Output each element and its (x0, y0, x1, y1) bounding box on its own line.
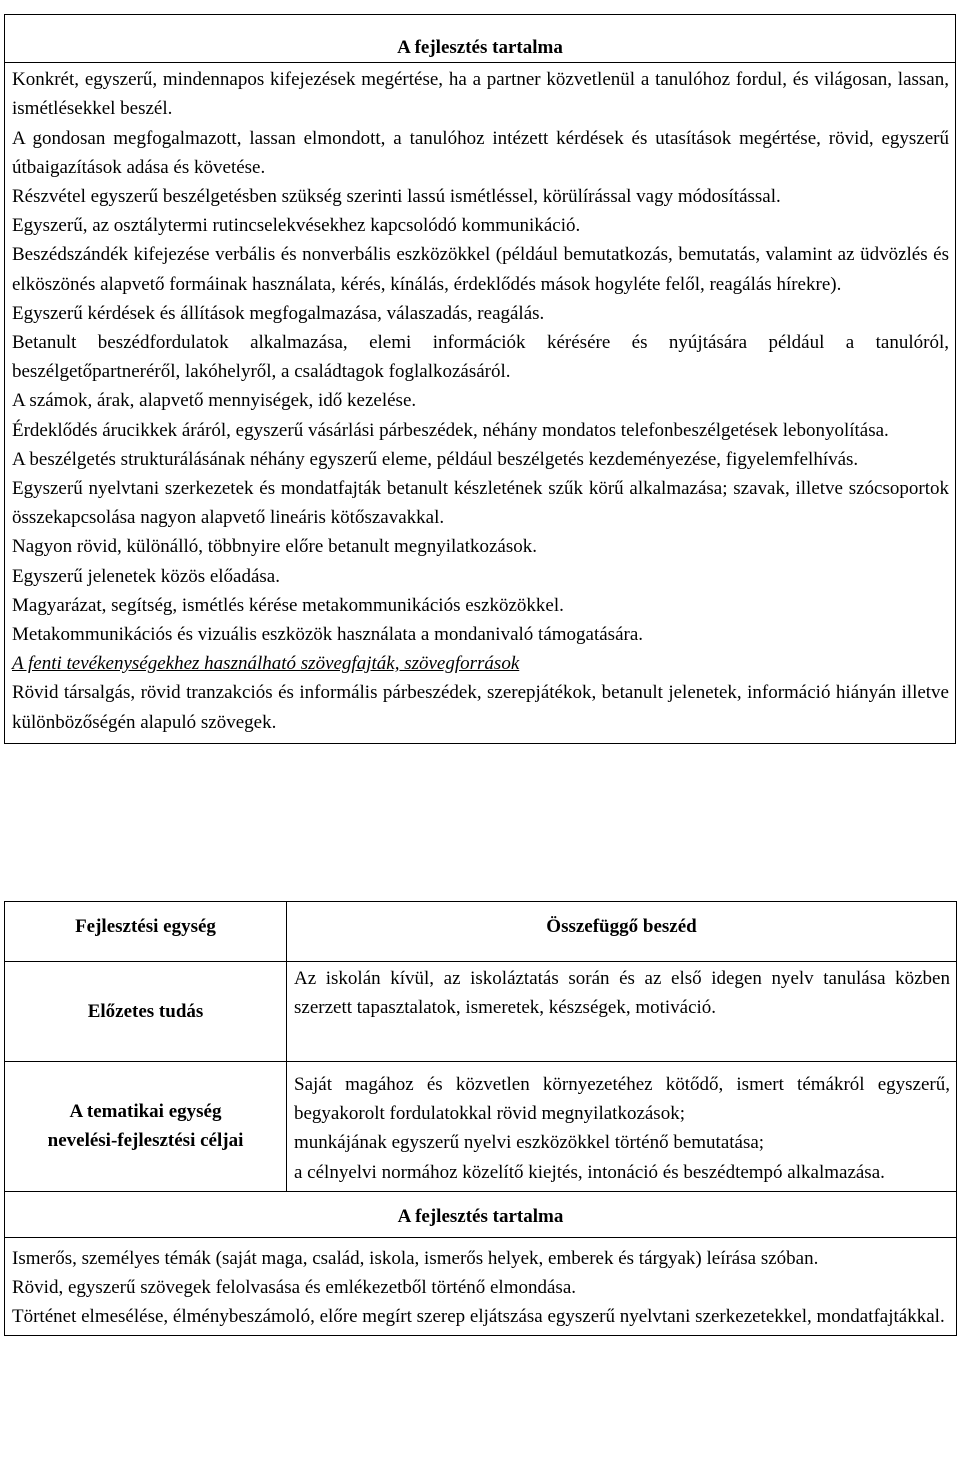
unit-label: Fejlesztési egység (5, 902, 287, 962)
text-types-paragraph: Rövid társalgás, rövid tranzakciós és informális párbeszédek, szerepjátékok, betanult jelenetek, információ hiányán illetve különbözőségén alapuló szövegek. (12, 682, 949, 733)
development-content-table (4, 14, 956, 744)
content-cell-2 (5, 1237, 957, 1336)
prior-knowledge-cell (287, 962, 957, 1062)
content-paragraph: Egyszerű kérdések és állítások megfogalmazása, válaszadás, reagálás. (12, 302, 545, 324)
content-paragraph: Betanult beszédfordulatok alkalmazása, elemi információk kérésére és nyújtására például a tanulóról, beszélgetőpartneréről, lakóhelyről, a családtagok foglalkozásáról. (12, 332, 949, 383)
content-paragraph: Metakommunikációs és vizuális eszközök használata a mondanivaló támogatására. (12, 624, 644, 646)
content-paragraph: Egyszerű jelenetek közös előadása. (12, 565, 280, 587)
content-paragraph: Érdeklődés árucikkek áráról, egyszerű vásárlási párbeszédek, néhány mondatos telefonbeszélgetések lebonyolítása. (12, 419, 889, 441)
goals-cell (287, 1062, 957, 1192)
content-paragraph: Nagyon rövid, különálló, többnyire előre betanult megnyilatkozások. (12, 536, 538, 558)
goal-item: munkájának egyszerű nyelvi eszközökkel történő bemutatása; (294, 1132, 765, 1154)
content-paragraph: A gondosan megfogalmazott, lassan elmondott, a tanulóhoz intézett kérdések és utasítások megértése, rövid, egyszerű útbaigazítások adása és követése. (12, 127, 949, 178)
content-paragraph: Konkrét, egyszerű, mindennapos kifejezések megértése, ha a partner közvetlenül a tanulóhoz fordul, és világosan, lassan, ismétlésekkel beszél. (12, 69, 949, 120)
content-paragraph: A beszélgetés strukturálásának néhány egyszerű eleme, például beszélgetés kezdeményezése, figyelemfelhívás. (12, 448, 859, 470)
content-paragraph: Egyszerű, az osztálytermi rutincselekvésekhez kapcsolódó kommunikáció. (12, 215, 581, 237)
content-paragraph: Egyszerű nyelvtani szerkezetek és mondatfajták betanult készletének szűk körű alkalmazása; szavak, illetve szócsoportok összekapcsolása nagyon alapvető lineáris kötőszavakkal. (12, 478, 949, 529)
text-types-heading: A fenti tevékenységekhez használható szövegfajták, szövegforrások (12, 653, 520, 675)
content-paragraph: Rövid, egyszerű szövegek felolvasása és emlékezetből történő elmondása. (12, 1277, 576, 1299)
content-heading: A fejlesztés tartalma (5, 1191, 957, 1237)
goal-item: a célnyelvi normához közelítő kiejtés, intonáció és beszédtempó alkalmazása. (294, 1161, 885, 1183)
content-paragraph: A számok, árak, alapvető mennyiségek, idő kezelése. (12, 390, 417, 412)
content-paragraph: Részvétel egyszerű beszélgetésben szükség szerinti lassú ismétléssel, körülírással vagy módosítással. (12, 186, 781, 208)
content-cell (5, 63, 956, 744)
prior-knowledge-label: Előzetes tudás (5, 962, 287, 1062)
goals-label-line1: A tematikai egység (69, 1101, 222, 1123)
goals-label (5, 1062, 287, 1192)
content-paragraph: Beszédszándék kifejezése verbális és nonverbális eszközökkel (például bemutatkozás, bemutatás, valamint az üdvözlés és elköszönés alapvető formáinak használata, kérés, kínálás, érdeklődés mások hogyléte felől, reagálás hírekre). (12, 244, 949, 295)
goal-item: Saját magához és közvetlen környezetéhez kötődő, ismert témákról egyszerű, begyakorolt fordulatokkal rövid megnyilatkozások; (294, 1074, 950, 1125)
content-paragraph: Magyarázat, segítség, ismétlés kérése metakommunikációs eszközökkel. (12, 594, 564, 616)
thematic-unit-table (4, 901, 957, 1336)
content-paragraph: Történet elmesélése, élménybeszámoló, előre megírt szerep eljátszása egyszerű nyelvtani szerkezetekkel, mondatfajtákkal. (12, 1306, 945, 1328)
section-heading: A fejlesztés tartalma (5, 15, 956, 63)
prior-knowledge-text: Az iskolán kívül, az iskoláztatás során és az első idegen nyelv tanulása közben szerzett tapasztalatok, ismeretek, készségek, motiváció. (294, 968, 950, 1019)
goals-label-line2: nevelési-fejlesztési céljai (47, 1130, 244, 1152)
unit-value: Összefüggő beszéd (287, 902, 957, 962)
content-paragraph: Ismerős, személyes témák (saját maga, család, iskola, ismerős helyek, emberek és tárgyak) leírása szóban. (12, 1247, 819, 1269)
